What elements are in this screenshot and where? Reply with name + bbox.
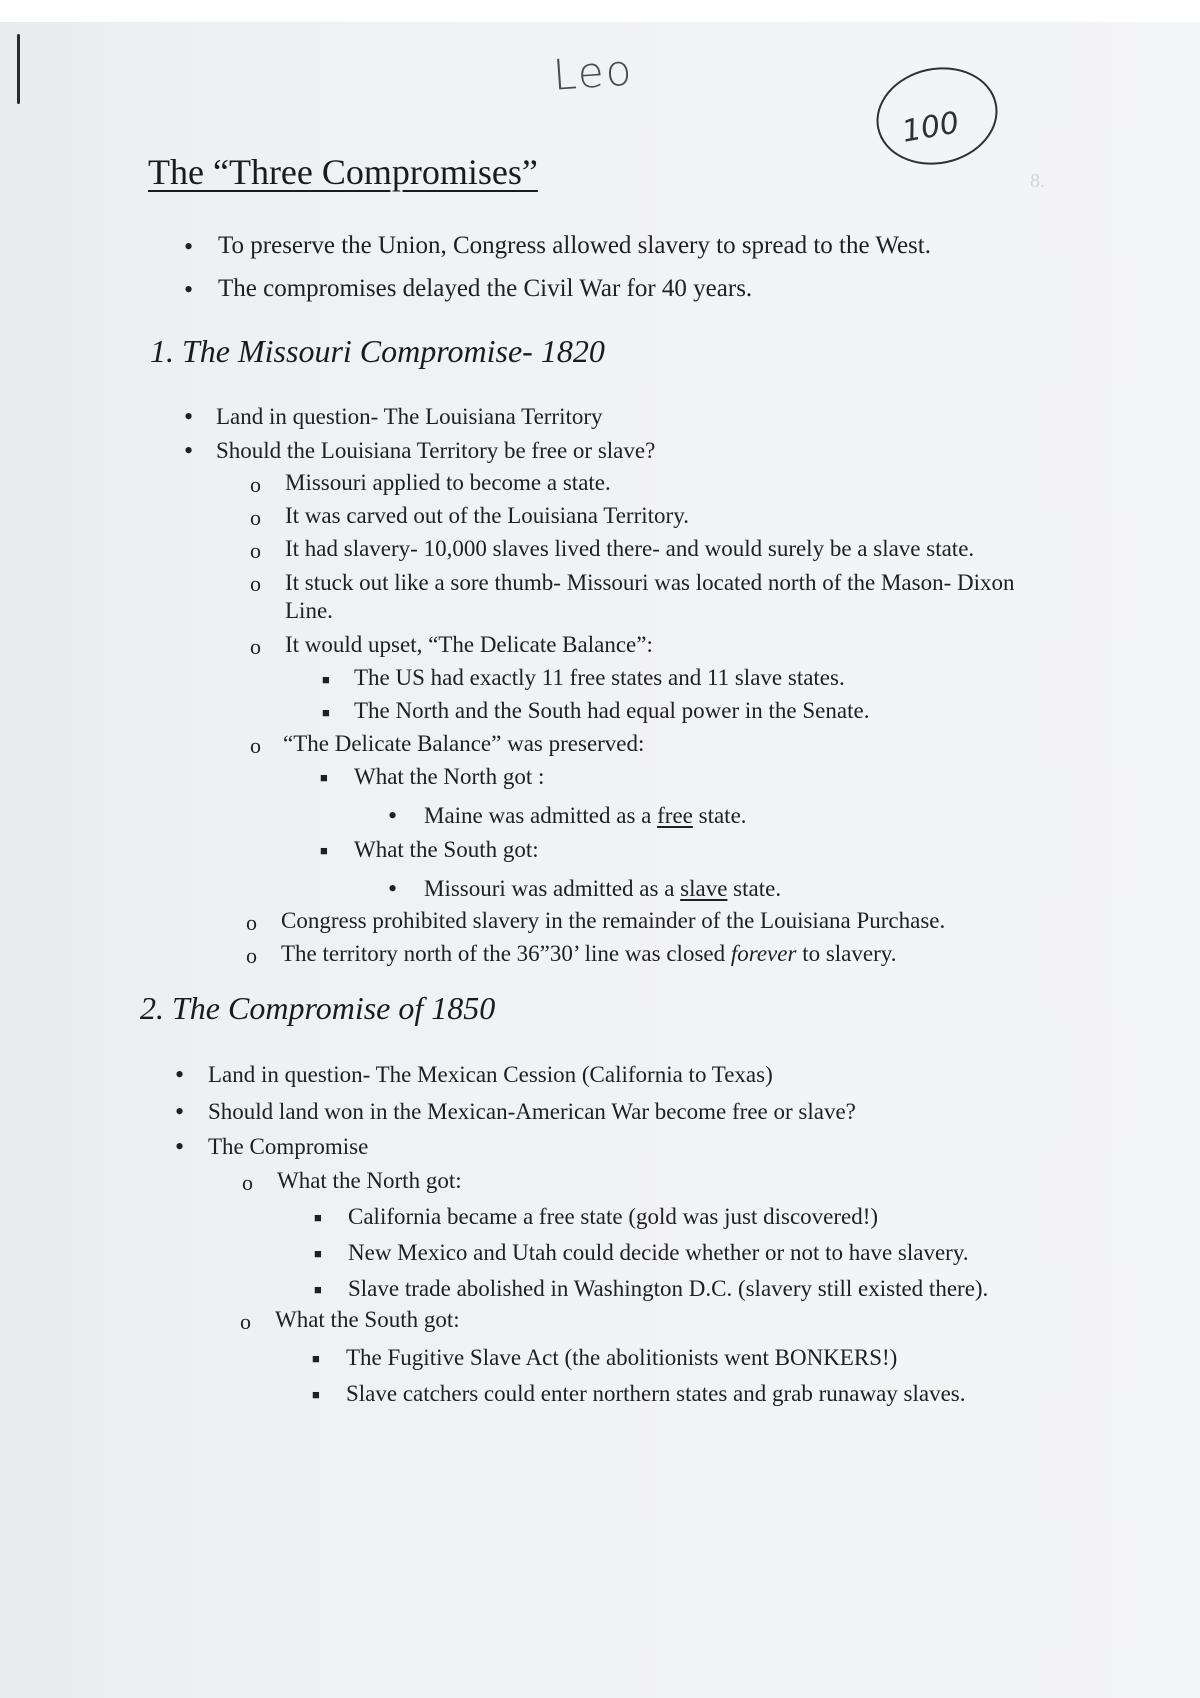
bullet-dot: • — [175, 1060, 185, 1089]
north-got-1850-item-1: California became a free state (gold was just discovered!) — [348, 1204, 879, 1229]
bullet-circle: o — [246, 910, 257, 935]
paper-page — [0, 22, 1200, 1698]
intro-bullet-1: To preserve the Union, Congress allowed slavery to spread to the West. — [218, 232, 931, 259]
bullet-circle: o — [250, 634, 261, 659]
compromise1850-bullet-land: Land in question- The Mexican Cession (California to Texas) — [208, 1062, 773, 1087]
north-got-1850-label: What the North got: — [277, 1168, 462, 1193]
score-handwritten: 100 — [899, 105, 962, 150]
bullet-circle: o — [250, 472, 261, 497]
bullet-square: ■ — [312, 1387, 320, 1402]
page-title: The “Three Compromises” — [148, 152, 538, 192]
bullet-dot: • — [175, 1097, 185, 1126]
north-got-1850-item-3: Slave trade abolished in Washington D.C. (slavery still existed there). — [348, 1276, 989, 1301]
south-got-1850-label: What the South got: — [275, 1307, 460, 1332]
bullet-dot: • — [184, 232, 194, 261]
bleed-through-text: 8. — [1030, 170, 1045, 192]
missouri-sub-2: It was carved out of the Louisiana Territory. — [285, 503, 689, 528]
bullet-circle: o — [240, 1309, 251, 1334]
bullet-square: ■ — [322, 672, 330, 687]
intro-bullet-2: The compromises delayed the Civil War for 40 years. — [218, 275, 753, 302]
bullet-dot: • — [184, 436, 194, 465]
bullet-circle: o — [246, 943, 257, 968]
bullet-dot: • — [175, 1132, 185, 1161]
south-got-missouri: Missouri was admitted as a slave state. — [424, 876, 782, 901]
bullet-circle: o — [242, 1170, 253, 1195]
bullet-square: ■ — [320, 770, 328, 785]
bullet-circle: o — [250, 733, 261, 758]
delicate-balance-point-1: The US had exactly 11 free states and 11 slave states. — [354, 665, 845, 690]
missouri-sub-8: The territory north of the 36”30’ line was closed forever to slavery. — [281, 941, 897, 966]
bullet-square: ■ — [314, 1246, 322, 1261]
north-got-label: What the North got : — [354, 764, 545, 789]
missouri-bullet-land: Land in question- The Louisiana Territory — [216, 404, 603, 429]
missouri-sub-5: It would upset, “The Delicate Balance”: — [285, 632, 653, 657]
margin-pen-mark — [17, 34, 20, 104]
missouri-sub-7: Congress prohibited slavery in the remainder of the Louisiana Purchase. — [281, 908, 946, 933]
north-got-1850-item-2: New Mexico and Utah could decide whether or not to have slavery. — [348, 1240, 969, 1265]
section-heading-1850: 2. The Compromise of 1850 — [140, 990, 496, 1026]
compromise1850-bullet-compromise: The Compromise — [208, 1134, 369, 1159]
delicate-balance-point-2: The North and the South had equal power in the Senate. — [354, 698, 870, 723]
missouri-sub-6: “The Delicate Balance” was preserved: — [283, 731, 645, 756]
bullet-square: ■ — [320, 843, 328, 858]
bullet-square: ■ — [322, 705, 330, 720]
bullet-dot: • — [388, 874, 398, 903]
missouri-sub-1: Missouri applied to become a state. — [285, 470, 611, 495]
student-name-handwritten: Leo — [551, 45, 635, 100]
bullet-square: ■ — [314, 1210, 322, 1225]
bullet-dot: • — [388, 801, 398, 830]
bullet-circle: o — [250, 538, 261, 563]
south-got-1850-item-2: Slave catchers could enter northern states and grab runaway slaves. — [346, 1381, 966, 1406]
missouri-bullet-question: Should the Louisiana Territory be free or slave? — [216, 438, 656, 463]
south-got-1850-item-1: The Fugitive Slave Act (the abolitionists went BONKERS!) — [346, 1345, 898, 1370]
bullet-dot: • — [184, 402, 194, 431]
north-got-maine: Maine was admitted as a free state. — [424, 803, 747, 828]
missouri-sub-4: It stuck out like a sore thumb- Missouri was located north of the Mason- Dixon Line. — [285, 570, 1015, 623]
bullet-circle: o — [250, 571, 261, 596]
section-heading-missouri: 1. The Missouri Compromise- 1820 — [150, 333, 605, 369]
bullet-dot: • — [184, 275, 194, 304]
south-got-label: What the South got: — [354, 837, 539, 862]
compromise1850-bullet-question: Should land won in the Mexican-American War become free or slave? — [208, 1099, 856, 1124]
bullet-square: ■ — [314, 1282, 322, 1297]
bullet-circle: o — [250, 505, 261, 530]
bullet-square: ■ — [312, 1351, 320, 1366]
missouri-sub-3: It had slavery- 10,000 slaves lived there- and would surely be a slave state. — [285, 536, 975, 561]
